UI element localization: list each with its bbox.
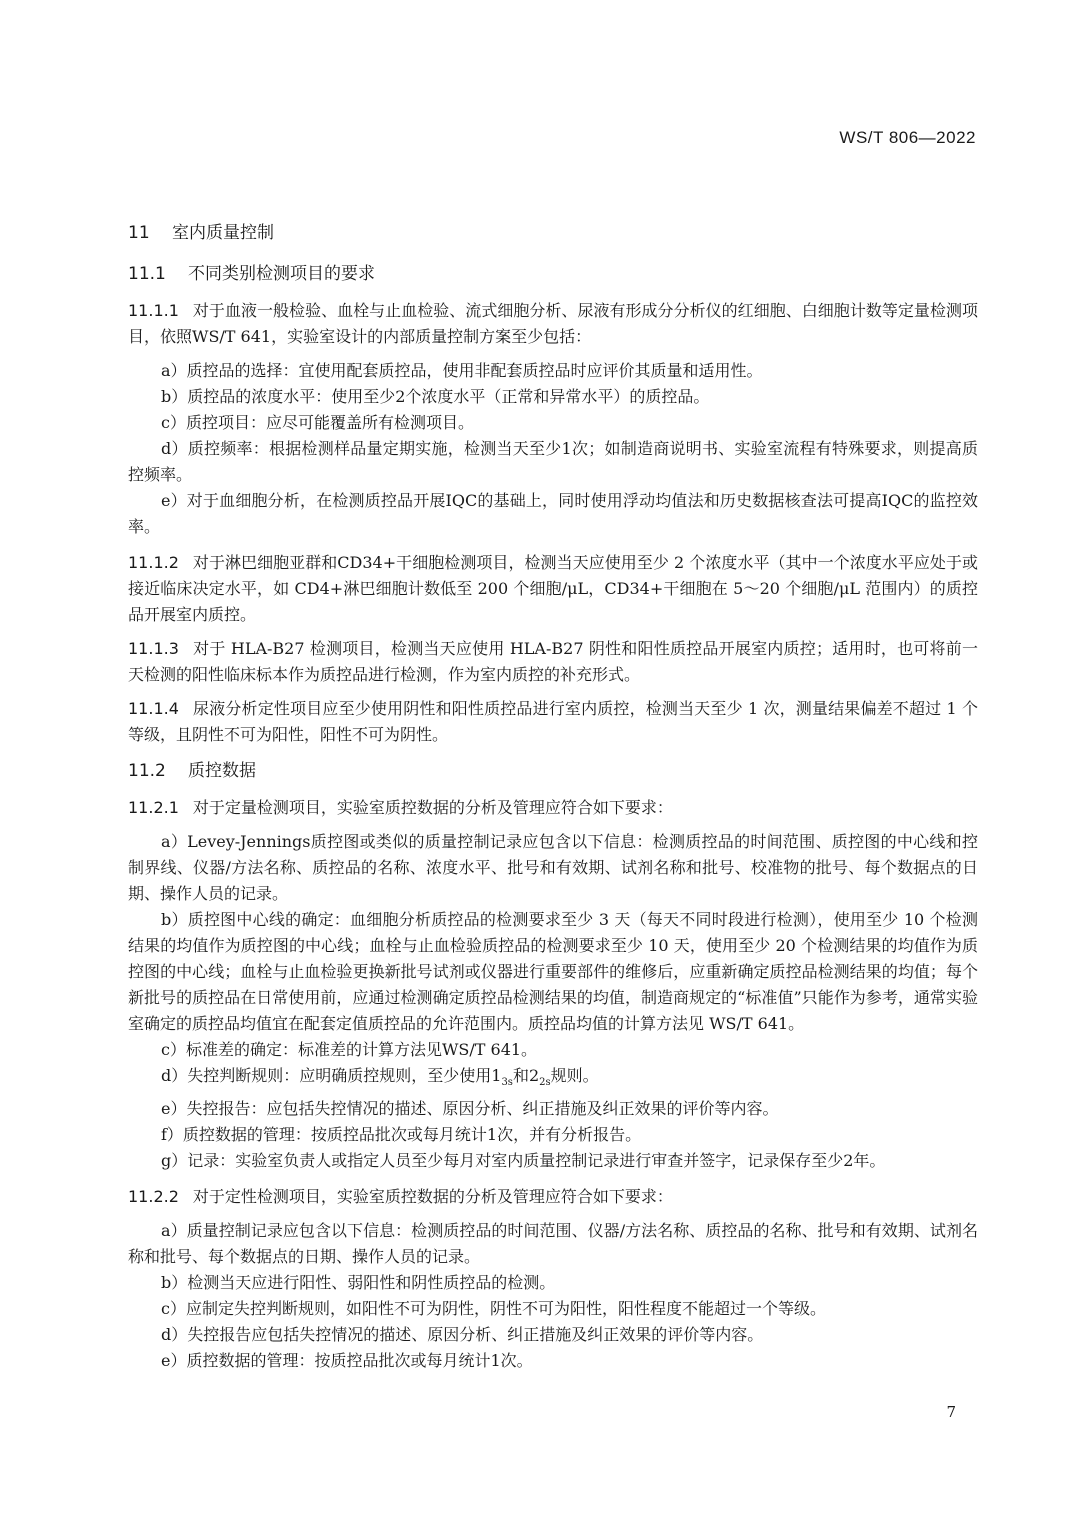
rule-subscript-1: 3s [501,1077,513,1089]
list-item: a）质控品的选择：宜使用配套质控品，使用非配套质控品时应评价其质量和适用性。 [161,361,763,380]
list-item: g）记录：实验室负责人或指定人员至少每月对室内质量控制记录进行审查并签字，记录保存至少2年。 [161,1151,886,1171]
page-number: 7 [946,1403,956,1421]
list-item: b）检测当天应进行阳性、弱阳性和阴性质控品的检测。 [161,1273,556,1293]
standard-number: WS/T 806—2022 [839,128,976,147]
list-item-rules [128,1063,978,1096]
list-item: a）Levey-Jennings质控图或类似的质量控制记录应包含以下信息：检测质控品的时间范围、质控图的中心线和控制界线、仪器/方法名称、质控品的名称、浓度水平、批号和有效期、试剂名称和批号、校准物的批号、每个数据点的日期、操作人员的记录。 [128,832,978,903]
list-item: c）质控项目：应尽可能覆盖所有检测项目。 [161,413,474,432]
clause-11-1-4 [128,696,978,748]
list-item: e）失控报告：应包括失控情况的描述、原因分析、纠正措施及纠正效果的评价等内容。 [161,1099,779,1119]
list-item: b）质控品的浓度水平：使用至少2个浓度水平（正常和异常水平）的质控品。 [161,387,710,406]
list-item: d）失控报告应包括失控情况的描述、原因分析、纠正措施及纠正效果的评价等内容。 [161,1325,764,1345]
clause-number: 11.2.2 [128,1187,179,1207]
clause-number: 11.1.2 [128,553,179,572]
clause-text: 对于定性检测项目，实验室质控数据的分析及管理应符合如下要求： [192,1187,673,1207]
list-item: e）质控数据的管理：按质控品批次或每月统计1次。 [161,1351,533,1371]
subsection-number: 11.1 [128,264,166,284]
list-item: f）质控数据的管理：按质控品批次或每月统计1次，并有分析报告。 [161,1125,642,1145]
clause-paragraph [128,1184,978,1210]
clause-number: 11.1.4 [128,699,179,718]
rule-subscript-2: 2s [539,1077,551,1089]
list-item: b）质控图中心线的确定：血细胞分析质控品的检测要求至少 3 天（每天不同时段进行检测），使用至少 10 个检测结果的均值作为质控图的中心线；血栓与止血检验质控品的检测要求至少 10 天，使用至少 20 个检测结果的均值作为质控图的中心线；血栓与止血检验更换新批号试剂或仪器进行重要部件的维修后，应重新确定质控品检测结果的均值；每个新批号的质控品在日常使用前，应通过检测确定质控品检测结果的均值，制造商规定的“标准值”只能作为参考，通常实验室确定的质控品均值宜在配套定值质控品的允许范围内。质控品均值的计算方法见 WS/T 641。 [128,910,978,1033]
list-item: e）对于血细胞分析，在检测质控品开展IQC的基础上，同时使用浮动均值法和历史数据核查法可提高IQC的监控效率。 [128,491,978,536]
section-number: 11 [128,223,150,243]
clause-text: 对于 HLA-B27 检测项目，检测当天应使用 HLA-B27 阴性和阳性质控品开展室内质控；适用时，也可将前一天检测的阳性临床标本作为质控品进行检测，作为室内质控的补充形式。 [128,639,978,684]
subsection-heading [128,259,978,284]
clause-text: 对于定量检测项目，实验室质控数据的分析及管理应符合如下要求： [192,798,673,817]
subsection-heading [128,756,978,781]
list-item: a）质量控制记录应包含以下信息：检测质控品的时间范围、仪器/方法名称、质控品的名称、批号和有效期、试剂名称和批号、每个数据点的日期、操作人员的记录。 [128,1221,978,1267]
section-heading [128,218,978,243]
list-item: d）质控频率：根据检测样品量定期实施，检测当天至少1次；如制造商说明书、实验室流程有特殊要求，则提高质控频率。 [128,439,978,484]
clause-text: 对于淋巴细胞亚群和CD34+干细胞检测项目，检测当天应使用至少 2 个浓度水平（其中一个浓度水平应处于或接近临床决定水平，如 CD4+淋巴细胞计数低至 200 个细胞/μL，CD34+干细胞在 5～20 个细胞/μL 范围内）的质控品开展室内质控。 [128,553,978,624]
section-title: 室内质量控制 [172,223,274,243]
clause-11-2-2 [128,1184,978,1374]
subsection-title: 不同类别检测项目的要求 [188,264,375,284]
clause-number: 11.1.3 [128,639,179,658]
clause-11-1-2 [128,550,978,628]
subsection-title: 质控数据 [188,761,256,781]
clause-text: 尿液分析定性项目应至少使用阴性和阳性质控品进行室内质控，检测当天至少 1 次，测量结果偏差不超过 1 个等级，且阴性不可为阳性，阳性不可为阴性。 [128,699,978,744]
rule-text-pre: d）失控判断规则：应明确质控规则，至少使用1 [161,1066,502,1085]
rule-text-post: 规则。 [550,1066,599,1085]
document-body [128,218,978,1384]
clause-number: 11.1.1 [128,301,179,320]
rule-text-mid: 和2 [512,1066,540,1085]
clause-11-1-1 [128,298,978,540]
list-item: c）应制定失控判断规则，如阳性不可为阴性，阴性不可为阳性，阳性程度不能超过一个等级。 [161,1299,826,1319]
clause-text: 对于血液一般检验、血栓与止血检验、流式细胞分析、尿液有形成分分析仪的红细胞、白细胞计数等定量检测项目，依照WS/T 641，实验室设计的内部质量控制方案至少包括： [128,301,978,346]
clause-11-2-1 [128,795,978,1174]
list-item: c）标准差的确定：标准差的计算方法见WS/T 641。 [161,1040,538,1059]
clause-11-1-3 [128,636,978,688]
clause-number: 11.2.1 [128,798,179,817]
subsection-number: 11.2 [128,761,166,781]
clause-paragraph [128,795,978,821]
clause-paragraph [128,298,978,350]
